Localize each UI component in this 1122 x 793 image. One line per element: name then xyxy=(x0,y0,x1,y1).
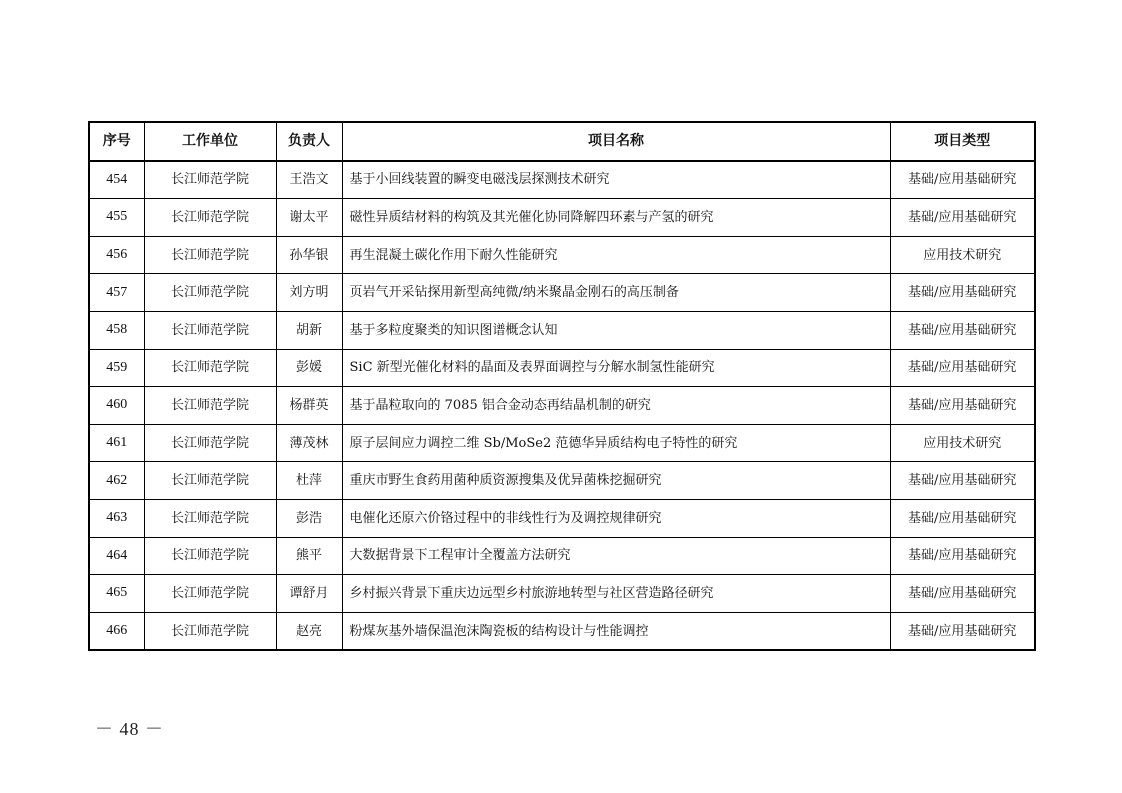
cell-person-in-charge: 彭媛 xyxy=(276,349,342,387)
cell-project-name: 大数据背景下工程审计全覆盖方法研究 xyxy=(342,537,890,575)
cell-project-name: 基于小回线装置的瞬变电磁浅层探测技术研究 xyxy=(342,161,890,199)
cell-project-name: 再生混凝土碳化作用下耐久性能研究 xyxy=(342,236,890,274)
cell-work-unit: 长江师范学院 xyxy=(144,537,276,575)
cell-project-name: 基于多粒度聚类的知识图谱概念认知 xyxy=(342,311,890,349)
cell-project-type: 应用技术研究 xyxy=(890,236,1035,274)
table-row xyxy=(89,612,1035,650)
cell-work-unit: 长江师范学院 xyxy=(144,349,276,387)
table-row xyxy=(89,424,1035,462)
cell-work-unit: 长江师范学院 xyxy=(144,274,276,312)
cell-project-type: 基础/应用基础研究 xyxy=(890,274,1035,312)
cell-project-type: 基础/应用基础研究 xyxy=(890,349,1035,387)
cell-project-type: 基础/应用基础研究 xyxy=(890,161,1035,199)
cell-serial-number: 458 xyxy=(89,311,144,349)
cell-work-unit: 长江师范学院 xyxy=(144,462,276,500)
cell-project-type: 基础/应用基础研究 xyxy=(890,387,1035,425)
cell-work-unit: 长江师范学院 xyxy=(144,311,276,349)
table-row xyxy=(89,161,1035,199)
cell-serial-number: 460 xyxy=(89,387,144,425)
cell-project-name: SiC 新型光催化材料的晶面及表界面调控与分解水制氢性能研究 xyxy=(342,349,890,387)
cell-serial-number: 454 xyxy=(89,161,144,199)
cell-serial-number: 464 xyxy=(89,537,144,575)
table-row xyxy=(89,199,1035,237)
cell-work-unit: 长江师范学院 xyxy=(144,236,276,274)
cell-person-in-charge: 孙华银 xyxy=(276,236,342,274)
cell-project-name: 基于晶粒取向的 7085 铝合金动态再结晶机制的研究 xyxy=(342,387,890,425)
cell-person-in-charge: 彭浩 xyxy=(276,499,342,537)
cell-project-name: 原子层间应力调控二维 Sb/MoSe2 范德华异质结构电子特性的研究 xyxy=(342,424,890,462)
cell-serial-number: 463 xyxy=(89,499,144,537)
cell-serial-number: 457 xyxy=(89,274,144,312)
cell-project-type: 基础/应用基础研究 xyxy=(890,537,1035,575)
cell-project-type: 基础/应用基础研究 xyxy=(890,499,1035,537)
table-row xyxy=(89,462,1035,500)
cell-person-in-charge: 胡新 xyxy=(276,311,342,349)
table-row xyxy=(89,311,1035,349)
project-table xyxy=(88,121,1036,651)
cell-project-type: 基础/应用基础研究 xyxy=(890,311,1035,349)
table-row xyxy=(89,387,1035,425)
cell-person-in-charge: 谢太平 xyxy=(276,199,342,237)
cell-project-type: 基础/应用基础研究 xyxy=(890,612,1035,650)
cell-project-name: 乡村振兴背景下重庆边远型乡村旅游地转型与社区营造路径研究 xyxy=(342,575,890,613)
header-project-name: 项目名称 xyxy=(342,122,890,161)
table-header-row xyxy=(89,122,1035,161)
cell-work-unit: 长江师范学院 xyxy=(144,575,276,613)
cell-person-in-charge: 熊平 xyxy=(276,537,342,575)
table-row xyxy=(89,274,1035,312)
cell-work-unit: 长江师范学院 xyxy=(144,499,276,537)
cell-person-in-charge: 谭舒月 xyxy=(276,575,342,613)
cell-project-name: 磁性异质结材料的构筑及其光催化协同降解四环素与产氢的研究 xyxy=(342,199,890,237)
cell-project-type: 基础/应用基础研究 xyxy=(890,199,1035,237)
table-row xyxy=(89,537,1035,575)
cell-work-unit: 长江师范学院 xyxy=(144,424,276,462)
cell-person-in-charge: 杜萍 xyxy=(276,462,342,500)
cell-work-unit: 长江师范学院 xyxy=(144,387,276,425)
table-row xyxy=(89,236,1035,274)
cell-serial-number: 455 xyxy=(89,199,144,237)
cell-work-unit: 长江师范学院 xyxy=(144,161,276,199)
cell-person-in-charge: 薄茂林 xyxy=(276,424,342,462)
cell-work-unit: 长江师范学院 xyxy=(144,199,276,237)
cell-person-in-charge: 王浩文 xyxy=(276,161,342,199)
cell-project-type: 基础/应用基础研究 xyxy=(890,575,1035,613)
cell-serial-number: 456 xyxy=(89,236,144,274)
cell-person-in-charge: 赵亮 xyxy=(276,612,342,650)
table-row xyxy=(89,575,1035,613)
cell-serial-number: 459 xyxy=(89,349,144,387)
cell-project-name: 电催化还原六价铬过程中的非线性行为及调控规律研究 xyxy=(342,499,890,537)
table-row xyxy=(89,499,1035,537)
cell-person-in-charge: 杨群英 xyxy=(276,387,342,425)
cell-project-name: 页岩气开采钻探用新型高纯微/纳米聚晶金刚石的高压制备 xyxy=(342,274,890,312)
cell-project-name: 粉煤灰基外墙保温泡沫陶瓷板的结构设计与性能调控 xyxy=(342,612,890,650)
table-row xyxy=(89,349,1035,387)
cell-serial-number: 462 xyxy=(89,462,144,500)
cell-project-type: 应用技术研究 xyxy=(890,424,1035,462)
page-number: － 48 － xyxy=(95,719,164,739)
cell-serial-number: 461 xyxy=(89,424,144,462)
cell-work-unit: 长江师范学院 xyxy=(144,612,276,650)
cell-serial-number: 466 xyxy=(89,612,144,650)
header-person-in-charge: 负责人 xyxy=(276,122,342,161)
cell-serial-number: 465 xyxy=(89,575,144,613)
cell-project-name: 重庆市野生食药用菌种质资源搜集及优异菌株挖掘研究 xyxy=(342,462,890,500)
header-project-type: 项目类型 xyxy=(890,122,1035,161)
cell-person-in-charge: 刘方明 xyxy=(276,274,342,312)
header-work-unit: 工作单位 xyxy=(144,122,276,161)
cell-project-type: 基础/应用基础研究 xyxy=(890,462,1035,500)
header-serial-number: 序号 xyxy=(89,122,144,161)
